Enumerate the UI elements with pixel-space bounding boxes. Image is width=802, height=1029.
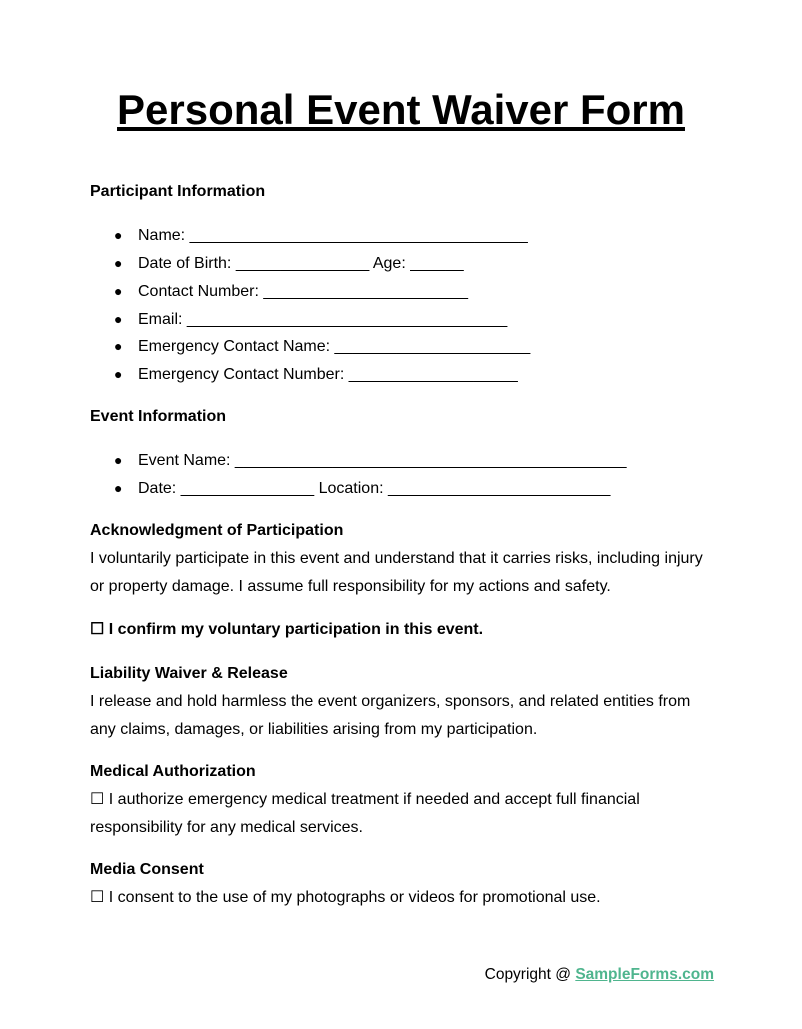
contact-number-field: Contact Number: _______________________ bbox=[138, 283, 469, 300]
emergency-contact-name-field: Emergency Contact Name: ______________________ bbox=[138, 338, 531, 355]
participant-heading: Participant Information bbox=[90, 183, 266, 200]
event-heading: Event Information bbox=[90, 408, 227, 425]
date-location-field: Date: _______________ Location: _________________________ bbox=[138, 480, 611, 497]
copyright-footer bbox=[485, 966, 714, 984]
list-item bbox=[114, 255, 464, 273]
list-item bbox=[114, 338, 530, 356]
medical-checkbox[interactable]: ☐ I authorize emergency medical treatment if needed and accept full financial responsibility for any medical services. bbox=[90, 791, 640, 836]
liability-text: I release and hold harmless the event organizers, sponsors, and related entities from any claims, damages, or liabilities arising from my participation. bbox=[90, 693, 691, 738]
emergency-contact-number-field: Emergency Contact Number: ___________________ bbox=[138, 366, 518, 383]
list-item bbox=[114, 283, 468, 301]
media-checkbox[interactable]: ☐ I consent to the use of my photographs or videos for promotional use. bbox=[90, 889, 601, 906]
event-name-field: Event Name: ____________________________________________ bbox=[138, 452, 627, 469]
bullet-icon: ● bbox=[114, 338, 123, 354]
media-heading: Media Consent bbox=[90, 861, 204, 878]
list-item bbox=[114, 452, 626, 470]
dob-age-field: Date of Birth: _______________ Age: ______ bbox=[138, 255, 464, 272]
name-field: Name: ______________________________________ bbox=[138, 227, 528, 244]
copyright-text: Copyright @ bbox=[484, 966, 576, 983]
form-title: Personal Event Waiver Form bbox=[117, 86, 685, 133]
email-field: Email: ____________________________________ bbox=[138, 311, 508, 328]
bullet-icon: ● bbox=[114, 480, 123, 496]
list-item bbox=[114, 227, 528, 245]
bullet-icon: ● bbox=[114, 227, 123, 243]
medical-heading: Medical Authorization bbox=[90, 763, 256, 780]
bullet-icon: ● bbox=[114, 366, 123, 382]
list-item bbox=[114, 311, 507, 329]
participation-checkbox[interactable]: ☐ I confirm my voluntary participation in this event. bbox=[90, 621, 484, 638]
bullet-icon: ● bbox=[114, 255, 123, 271]
list-item bbox=[114, 480, 610, 498]
acknowledgment-heading: Acknowledgment of Participation bbox=[90, 522, 344, 539]
acknowledgment-text: I voluntarily participate in this event and understand that it carries risks, including injury or property damage. I assume full responsibility for my actions and safety. bbox=[90, 550, 703, 595]
bullet-icon: ● bbox=[114, 283, 123, 299]
bullet-icon: ● bbox=[114, 452, 123, 468]
list-item bbox=[114, 366, 518, 384]
bullet-icon: ● bbox=[114, 311, 123, 327]
sampleforms-link[interactable]: SampleForms.com bbox=[575, 966, 714, 983]
liability-heading: Liability Waiver & Release bbox=[90, 665, 288, 682]
